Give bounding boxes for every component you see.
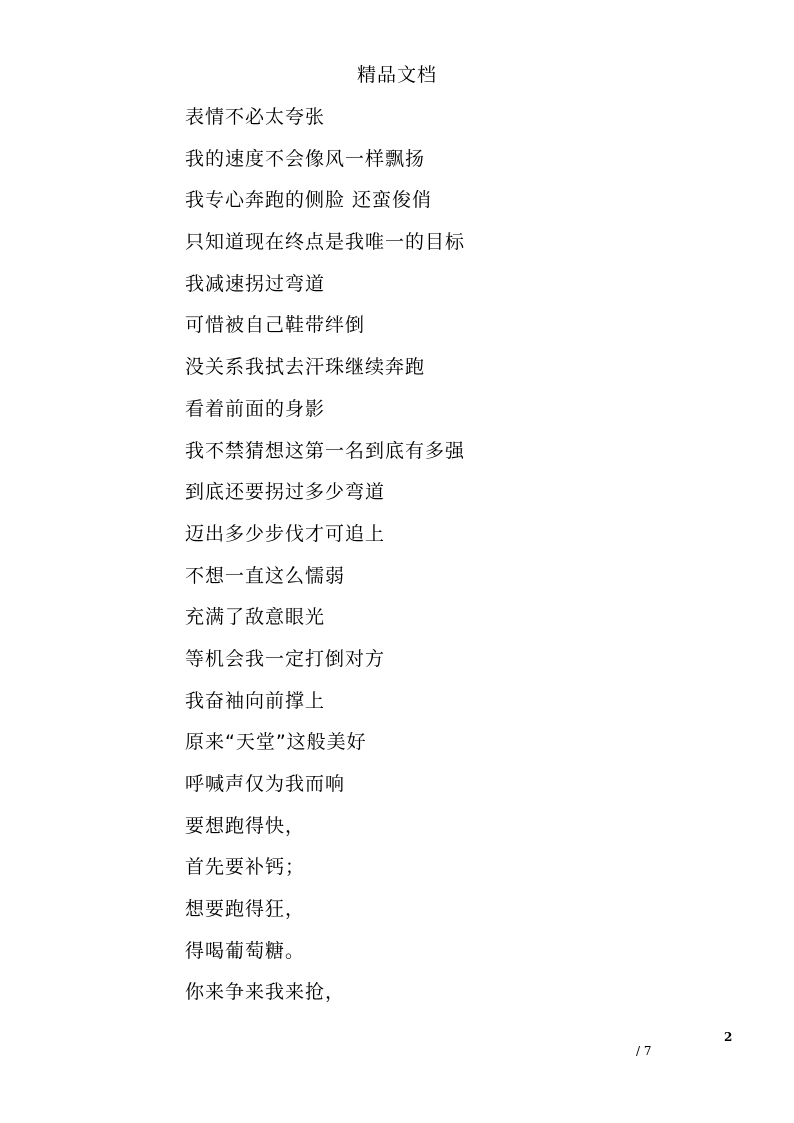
text-line: 迈出多少步伐才可追上 bbox=[185, 522, 386, 545]
text-line: 我不禁猜想这第一名到底有多强 bbox=[185, 439, 466, 462]
document-body bbox=[185, 104, 465, 1021]
text-line: 得喝葡萄糖。 bbox=[185, 939, 306, 962]
text-line: 你来争来我来抢， bbox=[185, 981, 346, 1004]
text-line: 只知道现在终点是我唯一的目标 bbox=[185, 231, 466, 254]
page-total: / 7 bbox=[636, 1044, 652, 1058]
text-line: 看着前面的身影 bbox=[185, 397, 326, 420]
text-line: 我专心奔跑的侧脸 还蛮俊俏 bbox=[185, 189, 433, 212]
text-line: 要想跑得快， bbox=[185, 814, 306, 837]
text-line: 我减速拐过弯道 bbox=[185, 272, 326, 295]
text-line: 我的速度不会像风一样飘扬 bbox=[185, 147, 426, 170]
text-line: 我奋袖向前撑上 bbox=[185, 689, 326, 712]
text-line: 没关系我拭去汗珠继续奔跑 bbox=[185, 356, 426, 379]
document-header-title: 精品文档 bbox=[356, 64, 437, 86]
text-line: 到底还要拐过多少弯道 bbox=[185, 481, 386, 504]
text-line: 不想一直这么懦弱 bbox=[185, 564, 346, 587]
text-line: 可惜被自己鞋带绊倒 bbox=[185, 314, 366, 337]
text-line: 等机会我一定打倒对方 bbox=[185, 647, 386, 670]
text-line: 想要跑得狂， bbox=[185, 898, 306, 921]
text-line: 首先要补钙； bbox=[185, 856, 306, 879]
text-line: 原来“天堂”这般美好 bbox=[185, 731, 367, 754]
text-line: 充满了敌意眼光 bbox=[185, 606, 326, 629]
page-number: 2 bbox=[724, 1030, 733, 1044]
text-line: 呼喊声仅为我而响 bbox=[185, 773, 346, 795]
text-line: 表情不必太夸张 bbox=[185, 106, 326, 128]
